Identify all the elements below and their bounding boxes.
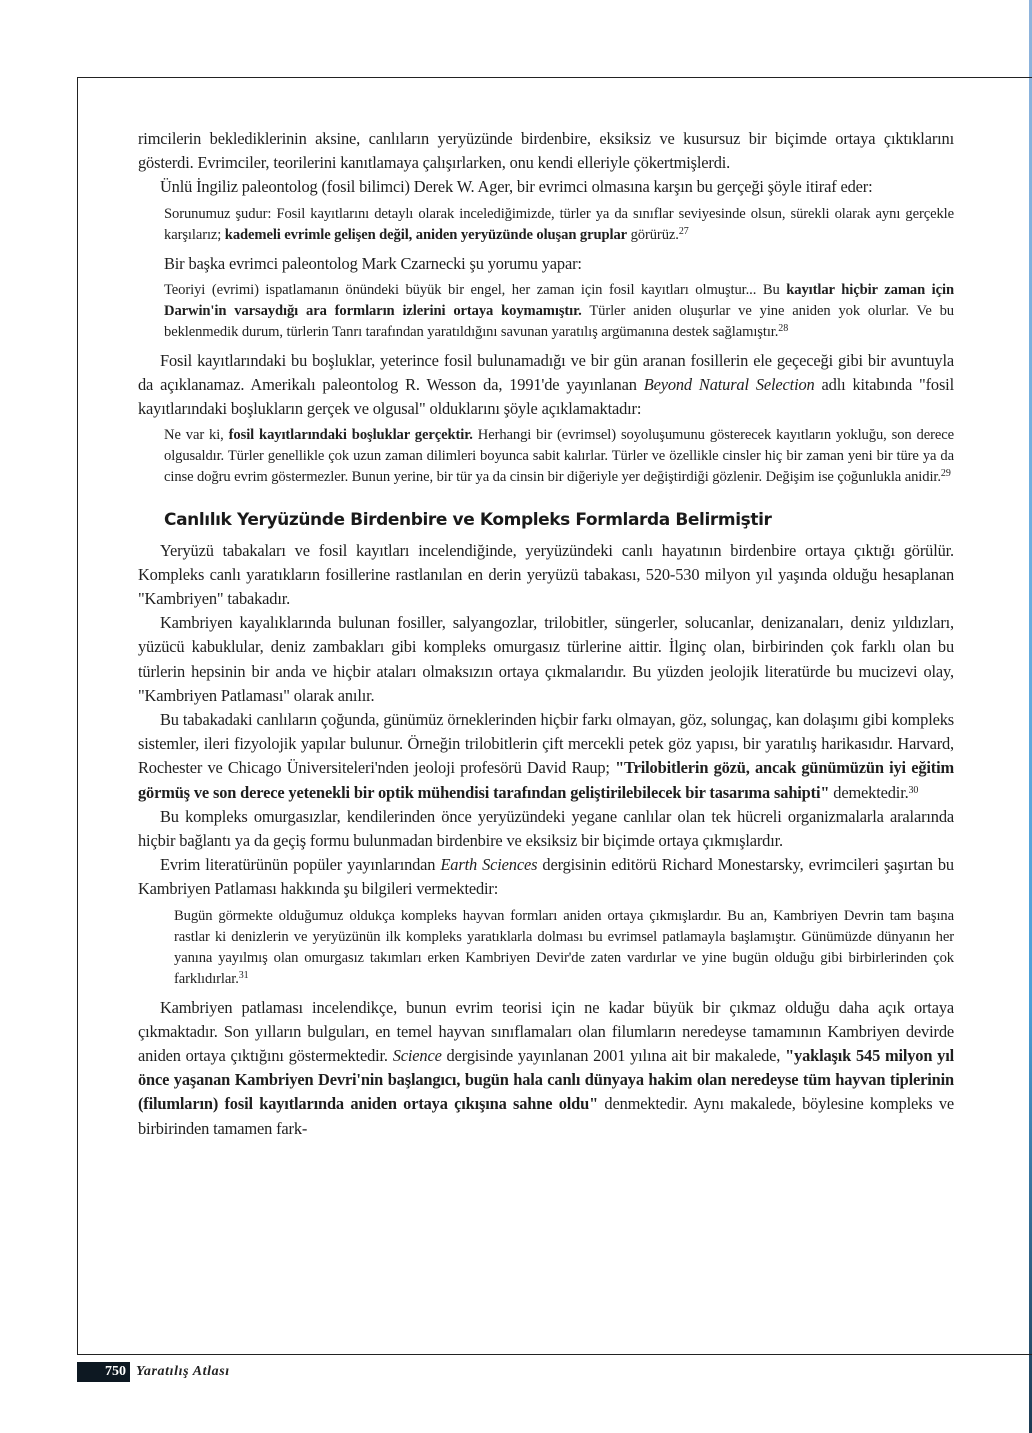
journal-title-reference: Science <box>392 1046 442 1066</box>
quote-emphasis: kayıtlar hiçbir zaman için Darwin'in varsaydığı ara formların izlerini ortaya koymamıştır. <box>164 281 954 319</box>
paragraph-monestarsky-intro: Evrim literatürünün popüler yayınlarından Earth Sciences dergisinin editörü Richard Monestarsky, evrimcileri şaşırtan bu Kambriyen Patlaması hakkında şu bilgileri vermektedir: <box>138 855 954 899</box>
paragraph-strata: Yeryüzü tabakaları ve fosil kayıtları incelendiğinde, yeryüzündeki canlı hayatının birdenbire ortaya çıktığı görülür. Kompleks canlı yaratıkların fosillerine rastlanılan en derin yeryüzü tabakası, 520-530 milyon yıl yaşında olduğu hesaplanan "Kambriyen" tabakadır. <box>138 540 954 609</box>
paragraph-czarnecki-intro: Bir başka evrimci paleontolog Mark Czarnecki şu yorumu yapar: <box>164 253 582 273</box>
section-heading: Canlılık Yeryüzünde Birdenbire ve Kompleks Formlarda Belirmiştir <box>164 510 772 531</box>
paragraph-continued: rimcilerin beklediklerinin aksine, canlıların yeryüzünde birdenbire, eksiksiz ve kusursuz bir biçimde ortaya çıktıklarını gösterdi. Evrimciler, teorilerini kanıtlamaya çalışırlarken, onu kendi elleriyle çökertmişlerdi. <box>138 129 954 173</box>
frame-left-rule <box>77 77 78 1354</box>
page-footer <box>77 1362 230 1382</box>
quote-monestarsky: Bugün görmekte olduğumuz oldukça kompleks hayvan formları aniden ortaya çıkmışlardır. Bu an, Kambriyen Devrin tam başına rastlar ki denizlerin ve yeryüzünün ilk kompleks yaratıklarla dolması bu evrimsel patlamayla başlamıştır. Günümüzde dünyanın her yanına yayılmış olan omurgasız takımları erken Kambriyen Devir'de zaten vardırlar ve yine bugün olduğu gibi birbirlerinden çok farklıdırlar.$^{31}$ <box>174 907 954 987</box>
quote-wesson: Ne var ki, fosil kayıtlarındaki boşluklar gerçektir. Herhangi bir (evrimsel) soyoluşumunu gösterecek kayıtların yokluğu, son derece olgusaldır. Türler genellikle çok uzun zaman dilimleri boyunca sabit kalırlar. Türler ve özellikle cinsler hiç bir zaman yeni bir türe ya da cinse doğru evrim göstermezler. Bunun yerine, bir tür ya da cinsin bir diğeriyle yer değiştirdiği gözlenir. Değişim ise çoğunlukla anidir.$^{29}$ <box>164 427 955 486</box>
paragraph-cambrian-fossils: Kambriyen kayalıklarında bulunan fosiller, salyangozlar, trilobitler, süngerler, solucanlar, denizanaları, deniz yıldızları, yüzücü kabuklular, deniz zambakları gibi kompleks omurgasız türlerine aittir. İlginç olan, birbirinden çok farklı olan bu türlerin hepsinin bir anda ve hiçbir ataları olmaksızın ortaya çıkmalarıdır. Bu yüzden jeolojik literatürde bu mucizevi olay, "Kambriyen Patlaması" olarak anılır. <box>138 613 954 705</box>
quote-czarnecki: Teoriyi (evrimi) ispatlamanın önündeki büyük bir engel, her zaman için fosil kayıtları olmuştur... Bu kayıtlar hiçbir zaman için Darwin'in varsaydığı ara formların izlerini ortaya koymamıştır. Türler aniden oluşurlar ve yine aniden yok olurlar. Ve bu beklenmedik durum, türlerin Tanrı tarafından yaratıldığını savunan yaratılış argümanına destek sağlamıştır.$^{28}$ <box>164 281 954 340</box>
footnote-ref: 29 <box>940 468 951 480</box>
frame-top-rule <box>77 77 1032 78</box>
footnote-ref: 28 <box>778 322 789 334</box>
paragraph-wesson: Fosil kayıtlarındaki bu boşluklar, yeterince fosil bulunamadığı ve bir gün aranan fosillerin ele geçeceği gibi bir avuntuyla da açıklanamaz. Amerikalı paleontolog R. Wesson da, 1991'de yayınlanan Beyond Natural Selection adlı kitabında "fosil kayıtlarındaki boşlukların gerçek ve olgusal" olduklarını şöyle açıklamaktadır: <box>138 350 954 419</box>
science-quote: "yaklaşık 545 milyon yıl önce yaşanan Kambriyen Devri'nin başlangıcı, bugün hala canlı dünyaya hakim olan neredeyse tüm hayvan tiplerinin (filumların) fosil kayıtlarında aniden ortaya çıkışına sahne oldu" <box>138 1046 954 1114</box>
journal-title-reference: Earth Sciences <box>440 855 538 875</box>
paragraph-ager-intro: Ünlü İngiliz paleontolog (fosil bilimci) Derek W. Ager, bir evrimci olmasına karşın bu gerçeği şöyle itiraf eder: <box>160 177 873 197</box>
paragraph-science-article: Kambriyen patlaması incelendikçe, bunun evrim teorisi için ne kadar büyük bir çıkmaz olduğu daha açık ortaya çıkmaktadır. Son yılların bulguları, en temel hayvan sınıflamaları olan filumların neredeyse tamamının Kambriyen devirde aniden ortaya çıktığını göstermektedir. Science dergisinde yayınlanan 2001 yılına ait bir makalede, "yaklaşık 545 milyon yıl önce yaşanan Kambriyen Devri'nin başlangıcı, bugün hala canlı dünyaya hakim olan neredeyse tüm hayvan tiplerinin (filumların) fosil kayıtlarında aniden ortaya çıkışına sahne oldu" denmektedir. Aynı makalede, böylesine kompleks ve birbirinden tamamen fark- <box>138 997 954 1138</box>
paragraph-invertebrates: Bu kompleks omurgasızlar, kendilerinden önce yeryüzündeki yegane canlılar olan tek hücreli organizmalarla aralarında hiçbir bağlantı ya da geçiş formu bulunmadan birdenbire ve eksiksiz bir biçimde ortaya çıkmışlardır. <box>138 806 954 851</box>
running-title: Yaratılış Atlası <box>136 1364 230 1379</box>
quote-emphasis: fosil kayıtlarındaki boşluklar gerçektir. <box>228 427 473 444</box>
footnote-ref: 30 <box>908 784 919 796</box>
footnote-ref: 27 <box>678 225 689 237</box>
paragraph-trilobite: Bu tabakadaki canlıların çoğunda, günümüz örneklerinden hiçbir farkı olmayan, göz, solungaç, kan dolaşımı gibi kompleks sistemler, ileri fizyolojik yapılar bulunur. Örneğin trilobitlerin çift mercekli petek göz yapısı, bir yaratılış harikasıdır. Harvard, Rochester ve Chicago Üniversiteleri'nden jeoloji profesörü David Raup; "Trilobitlerin gözü, ancak günümüzün iyi eğitim görmüş ve son derece yetenekli bir optik mühendisi tarafından geliştirilebilecek bir tasarıma sahipti" demektedir.$^{30}$ <box>138 710 954 802</box>
page-body <box>138 127 954 1141</box>
quote-ager: Sorunumuz şudur: Fosil kayıtlarını detaylı olarak incelediğimizde, türler ya da sınıflar seviyesinde olsun, sürekli olarak aynı gerçekle karşılarız; kademeli evrimle gelişen değil, aniden yeryüzünde oluşan gruplar görürüz.$^{27}$ <box>164 205 954 243</box>
book-title-reference: Beyond Natural Selection <box>643 375 815 395</box>
page-number: 750 <box>77 1362 130 1382</box>
raup-quote: "Trilobitlerin gözü, ancak günümüzün iyi eğitim görmüş ve son derece yetenekli bir optik mühendisi tarafından geliştirilebilecek bir tasarıma sahipti" <box>138 758 954 802</box>
frame-bottom-rule <box>77 1354 1032 1355</box>
footnote-ref: 31 <box>238 969 249 981</box>
quote-emphasis: kademeli evrimle gelişen değil, aniden yeryüzünde oluşan gruplar <box>224 226 628 243</box>
